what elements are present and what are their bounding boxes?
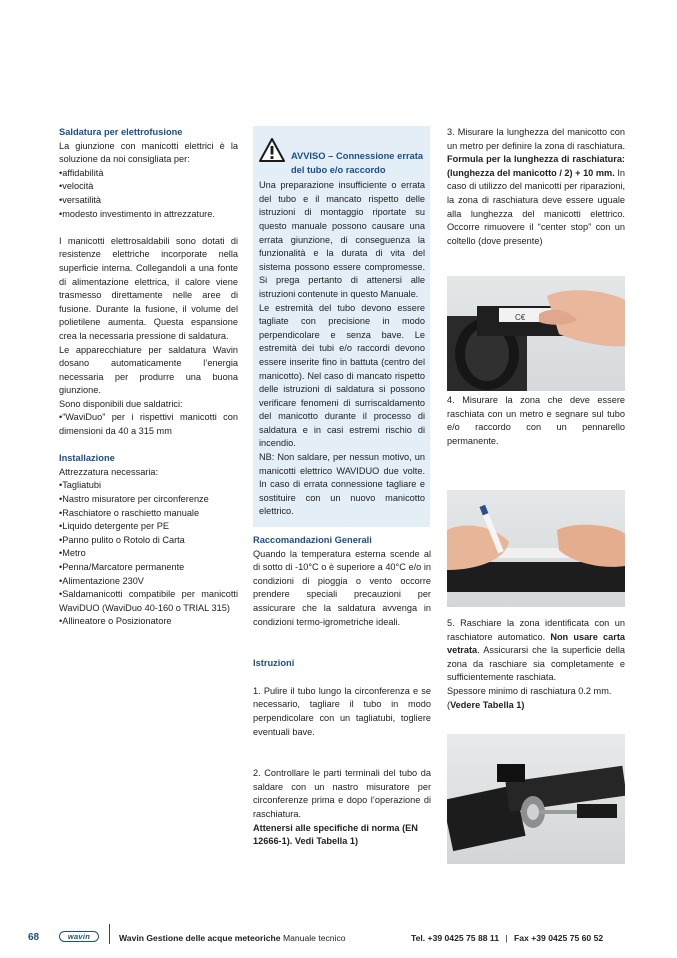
paragraph: Sono disponibili due saldatrici: bbox=[59, 398, 183, 409]
photo-marking-pipe bbox=[447, 490, 625, 607]
warning-paragraph: Le estremità del tubo devono essere tagliate con precisione in modo perpendicolare e senza bave. Le estremità dei tubi e/o raccordi devono essere inserite fino in battuta (centro del manicotto). Nel caso di mancato rispetto delle istruzioni di saldatura si possono verificare fenomeni di surriscaldamento del manicotto durante il processo di saldatura e in casi estremi rischio di incendio. bbox=[259, 302, 425, 449]
list-item: • velocità bbox=[59, 180, 238, 194]
photo-illustration bbox=[447, 276, 625, 391]
paragraph: I manicotti elettrosaldabili sono dotati di resistenze elettriche incorporate nella superficie interna. Collegandoli a una fonte di alimentazione elettrica, il calore viene trasmesso direttamente nelle aree di fusione. Durante la fusione, il volume del polietilene aumenta. Questa espansione crea la necessaria pressione di saldatura. bbox=[59, 235, 238, 341]
paragraph: Attrezzatura necessaria: bbox=[59, 466, 159, 477]
list-item: • Panno pulito o Rotolo di Carta bbox=[59, 534, 238, 548]
list-item: • Metro bbox=[59, 547, 238, 561]
list-item: • Tagliatubi bbox=[59, 479, 238, 493]
step-2: 2. Controllare le parti terminali del tubo da saldare con un nastro misuratore per circonferenze prima e dopo l’operazione di raschiatura. bbox=[253, 768, 431, 819]
section-title-istruzioni: Istruzioni bbox=[253, 658, 295, 669]
step-3: 3. Misurare la lunghezza del manicotto con un metro per definire la zona di raschiatura. Formula per la lunghezza di raschiatura: (lunghezza del manicotto / 2) + 10 mm. In caso di utilizzo del manicotti per riparazioni, la zona di raschiatura deve essere uguale alla lunghezza del manicotti elettrico. Occorre rimuovere il “center stop” con un coltello (dove presente) bbox=[447, 127, 625, 246]
list-item: • Nastro misuratore per circonferenze bbox=[59, 493, 238, 507]
column-3-step-5 bbox=[447, 617, 625, 712]
list-item: • Alimentazione 230V bbox=[59, 575, 238, 589]
list-item: • versatilità bbox=[59, 194, 238, 208]
bullet-list bbox=[59, 411, 238, 438]
paragraph: Quando la temperatura esterna scende al di sotto di -10°C o è superiore a 40°C e/o in condizioni di pioggia o vento occorre prendere speciali precauzioni per assicurare che la saldatura avvenga in condizioni termo-igrometriche ideali. bbox=[253, 548, 431, 627]
footer-contacts: Tel. +39 0425 75 88 11 | Fax +39 0425 75 60 52 bbox=[411, 933, 604, 943]
footer-title: Wavin Gestione delle acque meteoriche Manuale tecnico bbox=[119, 933, 346, 943]
list-item: • “WaviDuo” per i rispettivi manicotti con dimensioni da 40 a 315 mm bbox=[59, 411, 238, 438]
step-4: 4. Misurare la zona che deve essere raschiata con un metro e segnare sul tubo e/o raccordo con un pennarello permanente. bbox=[447, 395, 625, 446]
footer-divider bbox=[109, 924, 110, 944]
bullet-list bbox=[59, 479, 238, 629]
warning-paragraph: Una preparazione insufficiente o errata del tubo e il mancato rispetto delle istruzioni di montaggio riportate su questo manuale possono causare una errata giunzione, di conseguenza la funzionalità e la durata di vita del sistema possono essere compromesse. Si prega pertanto di attenersi alle istruzioni contenute in questo Manuale. bbox=[259, 180, 425, 299]
step-5-spessore: Spessore minimo di raschiatura 0.2 mm. (Vedere Tabella 1) bbox=[447, 685, 612, 710]
column-2 bbox=[253, 534, 431, 849]
photo-scraper-tool bbox=[447, 734, 625, 864]
step-1: 1. Pulire il tubo lungo la circonferenza e se necessario, tagliare il tubo in modo perpendicolare con un tagliatubi, togliere eventuali bave. bbox=[253, 685, 431, 737]
step-5: 5. Raschiare la zona identificata con un raschiatore automatico. Non usare carta vetrata. Assicurarsi che la superficie della zona da raschiare sia completamente e sufficientemente raschiata. bbox=[447, 618, 625, 683]
warning-paragraph: NB: Non saldare, per nessun motivo, un manicotti elettrico WAVIDUO due volte. In caso di errata connessione tagliare e sostituire con un nuovo manicotto elettrico. bbox=[259, 452, 425, 517]
photo-illustration bbox=[447, 490, 625, 607]
list-item: • Raschiatore o raschietto manuale bbox=[59, 507, 238, 521]
list-item: • Saldamanicotti compatibile per manicotti WaviDUO (WaviDuo 40-160 o TRIAL 315) bbox=[59, 588, 238, 615]
list-item: • Allineatore o Posizionatore bbox=[59, 615, 238, 629]
section-title-raccomandazioni: Raccomandazioni Generali bbox=[253, 535, 372, 545]
paragraph: La giunzione con manicotti elettrici è la soluzione da noi consigliata per: bbox=[59, 140, 238, 165]
warning-icon bbox=[259, 138, 285, 162]
list-item: • Liquido detergente per PE bbox=[59, 520, 238, 534]
footer bbox=[0, 928, 677, 948]
list-item: • affidabilità bbox=[59, 167, 238, 181]
section-title-installazione: Installazione bbox=[59, 453, 115, 464]
step-2-note: Attenersi alle specifiche di norma (EN 12666-1). Vedi Tabella 1) bbox=[253, 822, 418, 847]
photo-illustration bbox=[447, 734, 625, 864]
photo-measuring-sleeve bbox=[447, 276, 625, 391]
column-3-step-4 bbox=[447, 394, 625, 448]
column-3 bbox=[447, 126, 625, 248]
warning-box bbox=[253, 126, 430, 527]
page-number: 68 bbox=[28, 932, 40, 943]
bullet-list bbox=[59, 167, 238, 221]
wavin-logo: wavin bbox=[59, 931, 99, 942]
warning-title: AVVISO – Connessione errata del tubo e/o raccordo bbox=[291, 151, 423, 175]
list-item: • Penna/Marcatore permanente bbox=[59, 561, 238, 575]
column-1 bbox=[59, 126, 238, 629]
paragraph: Le apparecchiature per saldatura Wavin dosano automaticamente l’energia necessaria per produrre una buona giunzione. bbox=[59, 344, 238, 396]
list-item: • modesto investimento in attrezzature. bbox=[59, 208, 238, 222]
section-title-saldatura: Saldatura per elettrofusione bbox=[59, 127, 183, 137]
warning-header bbox=[259, 136, 425, 177]
svg-text:C€: C€ bbox=[515, 313, 526, 322]
